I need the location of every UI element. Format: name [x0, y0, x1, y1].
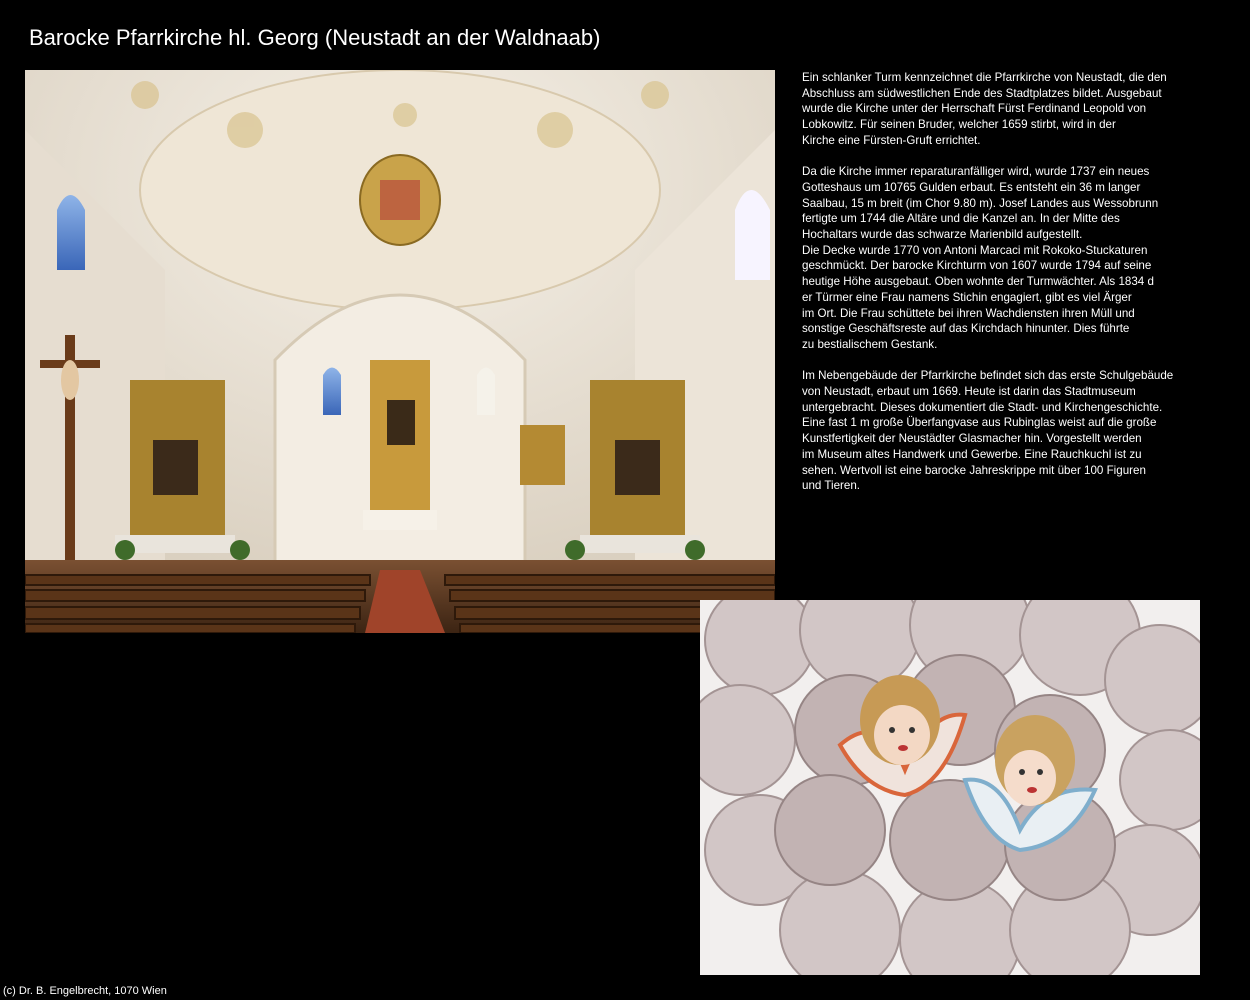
paragraph-museum: Im Nebengebäude der Pfarrkirche befindet sich das erste Schulgebäude von Neustadt, erbaut um 1669. Heute ist darin das Stadtmuseum untergebracht. Dieses dokumentiert die Stadt- und Kirchengeschichte. Eine fast 1 m große Überfangvase aus Rubinglas weist auf die große Kunstfertigkeit der Neustädter Glasmacher hin. Vorgestellt werden im Museum altes Handwerk und Gewerbe. Eine Rauchkuchl ist zu sehen. Wertvoll ist eine barocke Jahreskrippe mit über 100 Figuren und Tieren. [802, 369, 1174, 493]
church-interior-photo [25, 70, 775, 633]
paragraph-rebuild: Da die Kirche immer reparaturanfälliger wird, wurde 1737 ein neues Gotteshaus um 10765 Gulden erbaut. Es entsteht ein 36 m langer Saalbau, 15 m breit (im Chor 9.80 m). Josef Landes aus Wessobrunn fertigte um 1744 die Altäre und die Kanzel an. In der Mitte des Hochaltars wurde das schwarze Marienbild aufgestellt. Die Decke wurde 1770 von Antoni Marcaci mit Rokoko-Stuckaturen geschmückt. Der barocke Kirchturm von 1607 wurde 1794 auf seine heutige Höhe ausgebaut. Oben wohnte der Turmwächter. Als 1834 d er Türmer eine Frau namens Stichin engagiert, gibt es viel Ärger im Ort. Die Frau schüttete bei ihren Wachdiensten ihren Müll und sonstige Geschäftsreste auf das Kirchdach hinunter. Dies führte zu bestialischem Gestank. [802, 165, 1159, 351]
description-text [802, 70, 1197, 510]
cherubs-stucco-photo [700, 600, 1200, 975]
photographer-credit: (c) Dr. B. Engelbrecht, 1070 Wien [3, 985, 167, 997]
paragraph-history: Ein schlanker Turm kennzeichnet die Pfarrkirche von Neustadt, die den Abschluss am südwestlichen Ende des Stadtplatzes bildet. Ausgebaut wurde die Kirche unter der Herrschaft Fürst Ferdinand Leopold von Lobkowitz. Für seinen Bruder, welcher 1659 stirbt, wird in der Kirche eine Fürsten-Gruft errichtet. [802, 71, 1167, 147]
page-title: Barocke Pfarrkirche hl. Georg (Neustadt an der Waldnaab) [29, 25, 601, 50]
